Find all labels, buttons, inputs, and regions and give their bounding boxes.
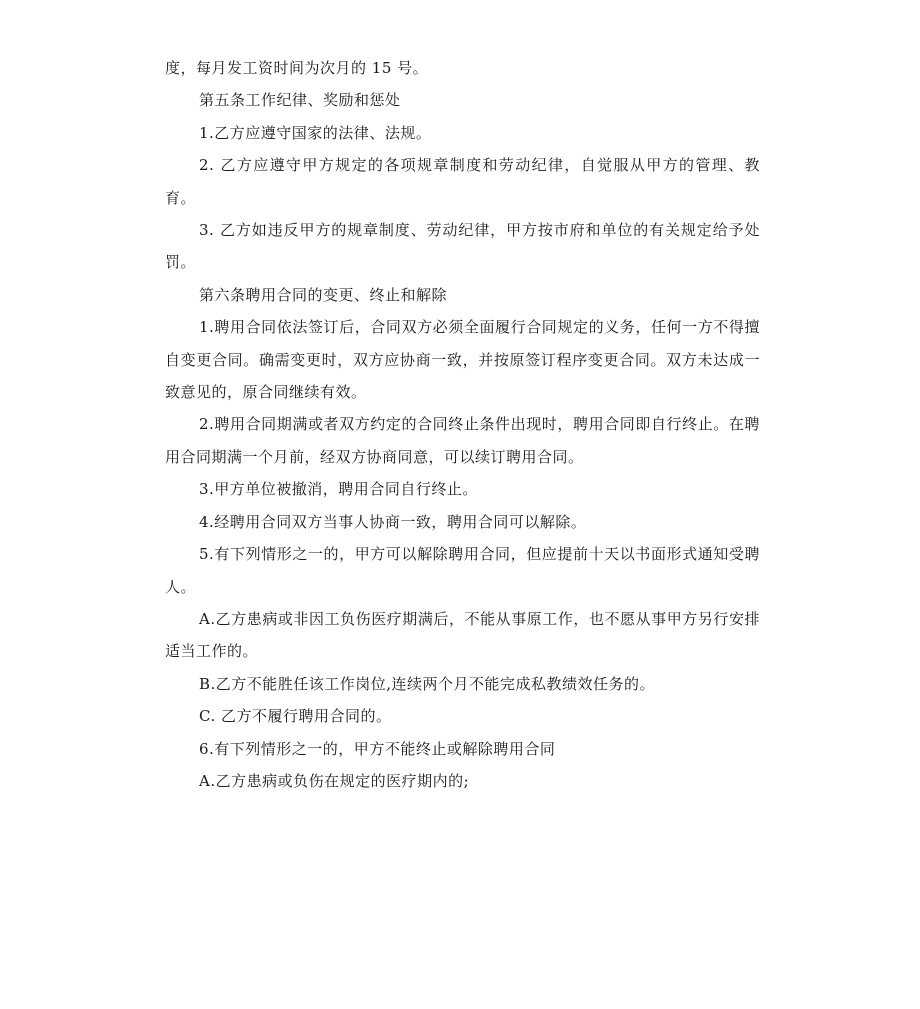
document-page (165, 52, 760, 797)
paragraph-item-5-case-c: C. 乙方不履行聘用合同的。 (199, 707, 392, 726)
paragraph-article-6-item-5: 5.有下列情形之一的，甲方可以解除聘用合同，但应提前十天以书面形式通知受聘人。 (165, 545, 760, 596)
paragraph-item-5-case-a: A.乙方患病或非因工负伤医疗期满后，不能从事原工作，也不愿从事甲方另行安排适当工作的。 (165, 609, 760, 661)
paragraph-article-6-item-3: 3.甲方单位被撤消，聘用合同自行终止。 (199, 480, 478, 499)
paragraph-article-6-item-6: 6.有下列情形之一的，甲方不能终止或解除聘用合同 (199, 739, 556, 758)
heading-article-6: 第六条聘用合同的变更、终止和解除 (199, 285, 448, 304)
paragraph-article-6-item-4: 4.经聘用合同双方当事人协商一致，聘用合同可以解除。 (199, 512, 587, 531)
paragraph-article-5-item-1: 1.乙方应遵守国家的法律、法规。 (199, 123, 432, 142)
paragraph-article-5-item-3: 3. 乙方如违反甲方的规章制度、劳动纪律，甲方按市府和单位的有关规定给予处罚。 (165, 221, 760, 272)
paragraph-article-6-item-1: 1.聘用合同依法签订后，合同双方必须全面履行合同规定的义务，任何一方不得擅自变更合同。确需变更时，双方应协商一致，并按原签订程序变更合同。双方未达成一致意见的，原合同继续有效。 (165, 318, 760, 402)
paragraph-item-6-case-a: A.乙方患病或负伤在规定的医疗期内的; (199, 771, 470, 790)
paragraph-article-5-item-2: 2. 乙方应遵守甲方规定的各项规章制度和劳动纪律，自觉服从甲方的管理、教育。 (165, 156, 760, 207)
paragraph-article-6-item-2: 2.聘用合同期满或者双方约定的合同终止条件出现时，聘用合同即自行终止。在聘用合同期满一个月前，经双方协商同意，可以续订聘用合同。 (165, 415, 760, 466)
paragraph-item-5-case-b: B.乙方不能胜任该工作岗位,连续两个月不能完成私教绩效任务的。 (199, 674, 656, 693)
heading-article-5: 第五条工作纪律、奖励和惩处 (199, 91, 401, 110)
paragraph-salary-date: 度，每月发工资时间为次月的 15 号。 (165, 59, 429, 77)
